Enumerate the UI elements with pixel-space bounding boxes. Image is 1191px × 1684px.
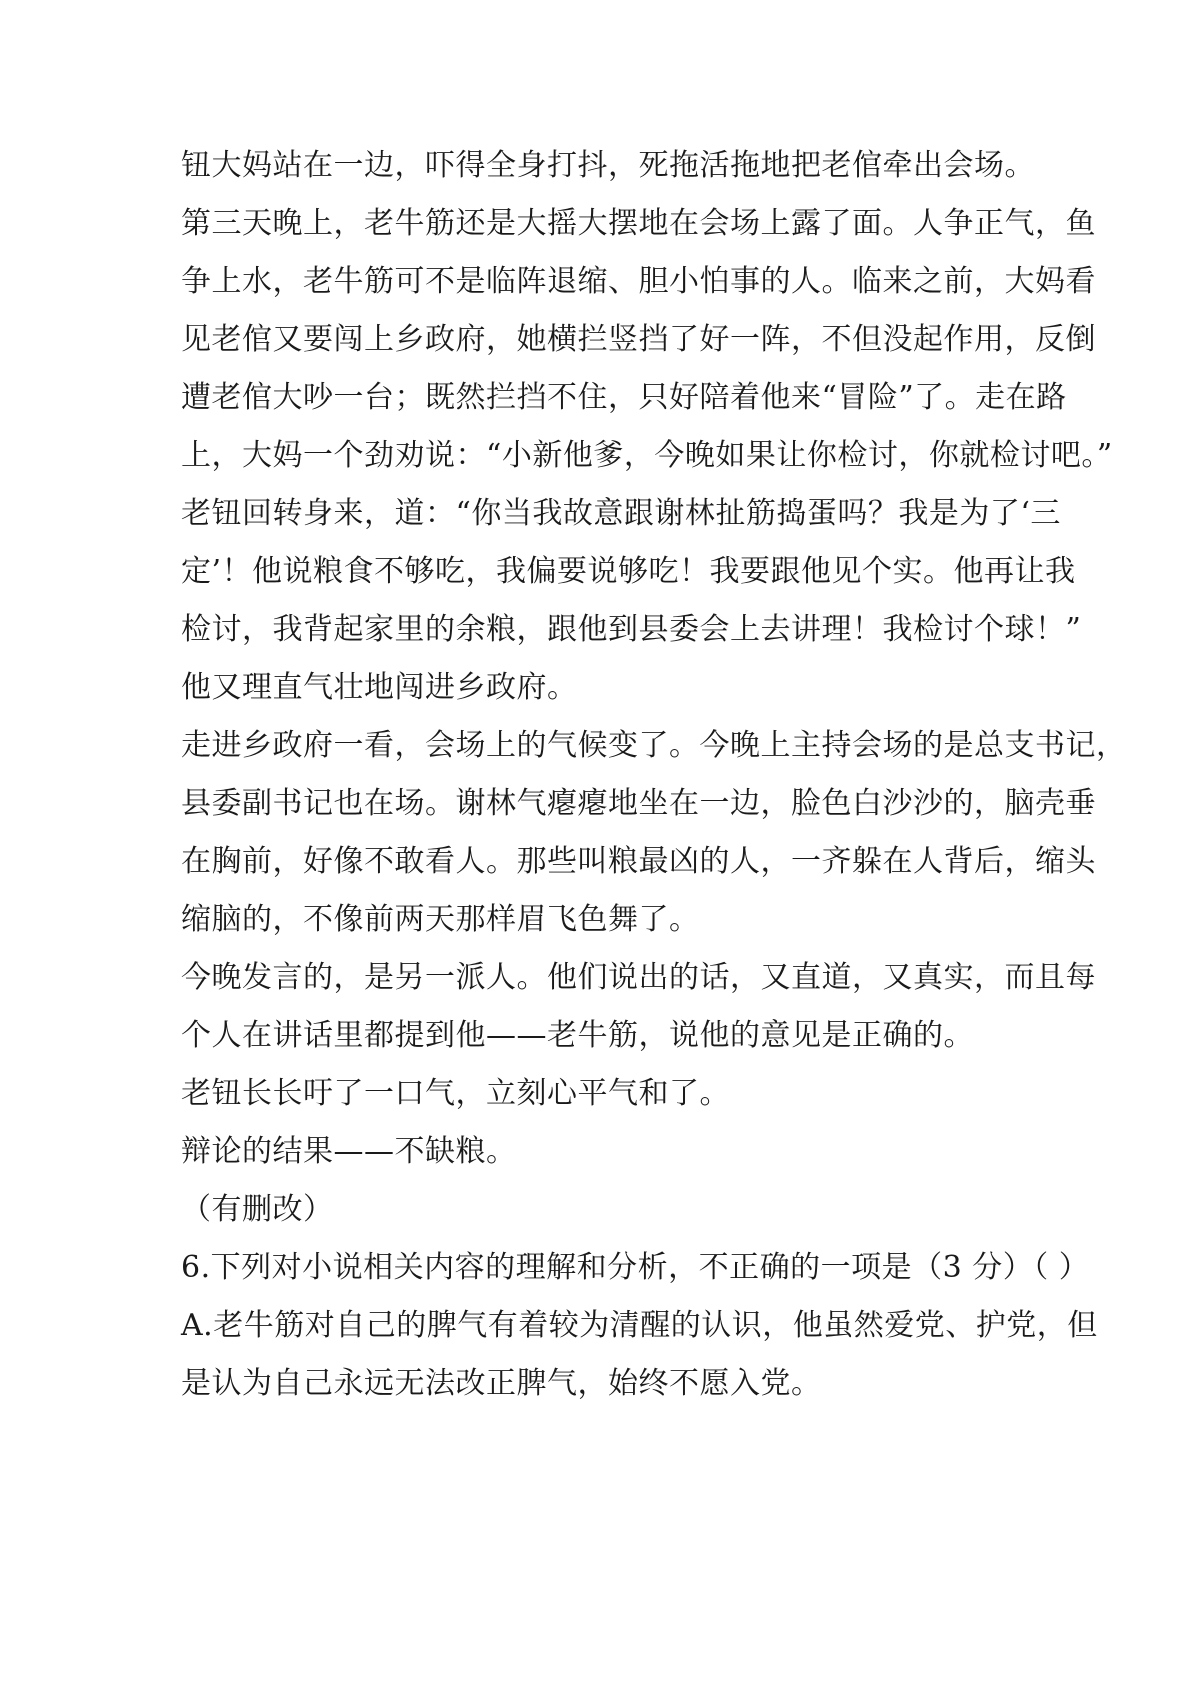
paragraph-line: 见老倌又要闯上乡政府，她横拦竖挡了好一阵，不但没起作用，反倒 xyxy=(181,322,1096,357)
paragraph-line: 走进乡政府一看，会场上的气候变了。今晚上主持会场的是总支书记， xyxy=(181,728,1127,763)
paragraph-line: 第三天晚上，老牛筋还是大摇大摆地在会场上露了面。人争正气，鱼 xyxy=(181,206,1096,241)
paragraph-line: 个人在讲话里都提到他——老牛筋，说他的意见是正确的。 xyxy=(181,1018,974,1053)
paragraph-line: 辩论的结果——不缺粮。 xyxy=(181,1134,517,1169)
paragraph-line: 定’！他说粮食不够吃，我偏要说够吃！我要跟他见个实。他再让我 xyxy=(181,554,1076,589)
question-stem: 6.下列对小说相关内容的理解和分析，不正确的一项是（3 分）（ ） xyxy=(181,1250,1090,1285)
paragraph-line: 上，大妈一个劲劝说：“小新他爹，今晚如果让你检讨，你就检讨吧。” xyxy=(181,438,1113,473)
paragraph-line: 今晚发言的，是另一派人。他们说出的话，又直道，又真实，而且每 xyxy=(181,960,1096,995)
option-a-line: A.老牛筋对自己的脾气有着较为清醒的认识，他虽然爱党、护党，但 xyxy=(181,1308,1098,1343)
paragraph-line: 老钮回转身来，道：“你当我故意跟谢林扯筋捣蛋吗？我是为了‘三 xyxy=(181,496,1061,531)
paragraph-line: 争上水，老牛筋可不是临阵退缩、胆小怕事的人。临来之前，大妈看 xyxy=(181,264,1096,299)
paragraph-line: 遭老倌大吵一台；既然拦挡不住，只好陪着他来“冒险”了。走在路 xyxy=(181,380,1067,415)
paragraph-line: 在胸前，好像不敢看人。那些叫粮最凶的人，一齐躲在人背后，缩头 xyxy=(181,844,1096,879)
source-note: （有删改） xyxy=(181,1192,334,1227)
paragraph-line: 缩脑的，不像前两天那样眉飞色舞了。 xyxy=(181,902,700,937)
paragraph-line: 县委副书记也在场。谢林气瘪瘪地坐在一边，脸色白沙沙的，脑壳垂 xyxy=(181,786,1096,821)
paragraph-line: 钮大妈站在一边，吓得全身打抖，死拖活拖地把老倌牵出会场。 xyxy=(181,148,1035,183)
paragraph-line: 检讨，我背起家里的余粮，跟他到县委会上去讲理！我检讨个球！” xyxy=(181,612,1082,647)
option-a-line: 是认为自己永远无法改正脾气，始终不愿入党。 xyxy=(181,1366,822,1401)
paragraph-line: 老钮长长吁了一口气，立刻心平气和了。 xyxy=(181,1076,730,1111)
paragraph-line: 他又理直气壮地闯进乡政府。 xyxy=(181,670,578,705)
